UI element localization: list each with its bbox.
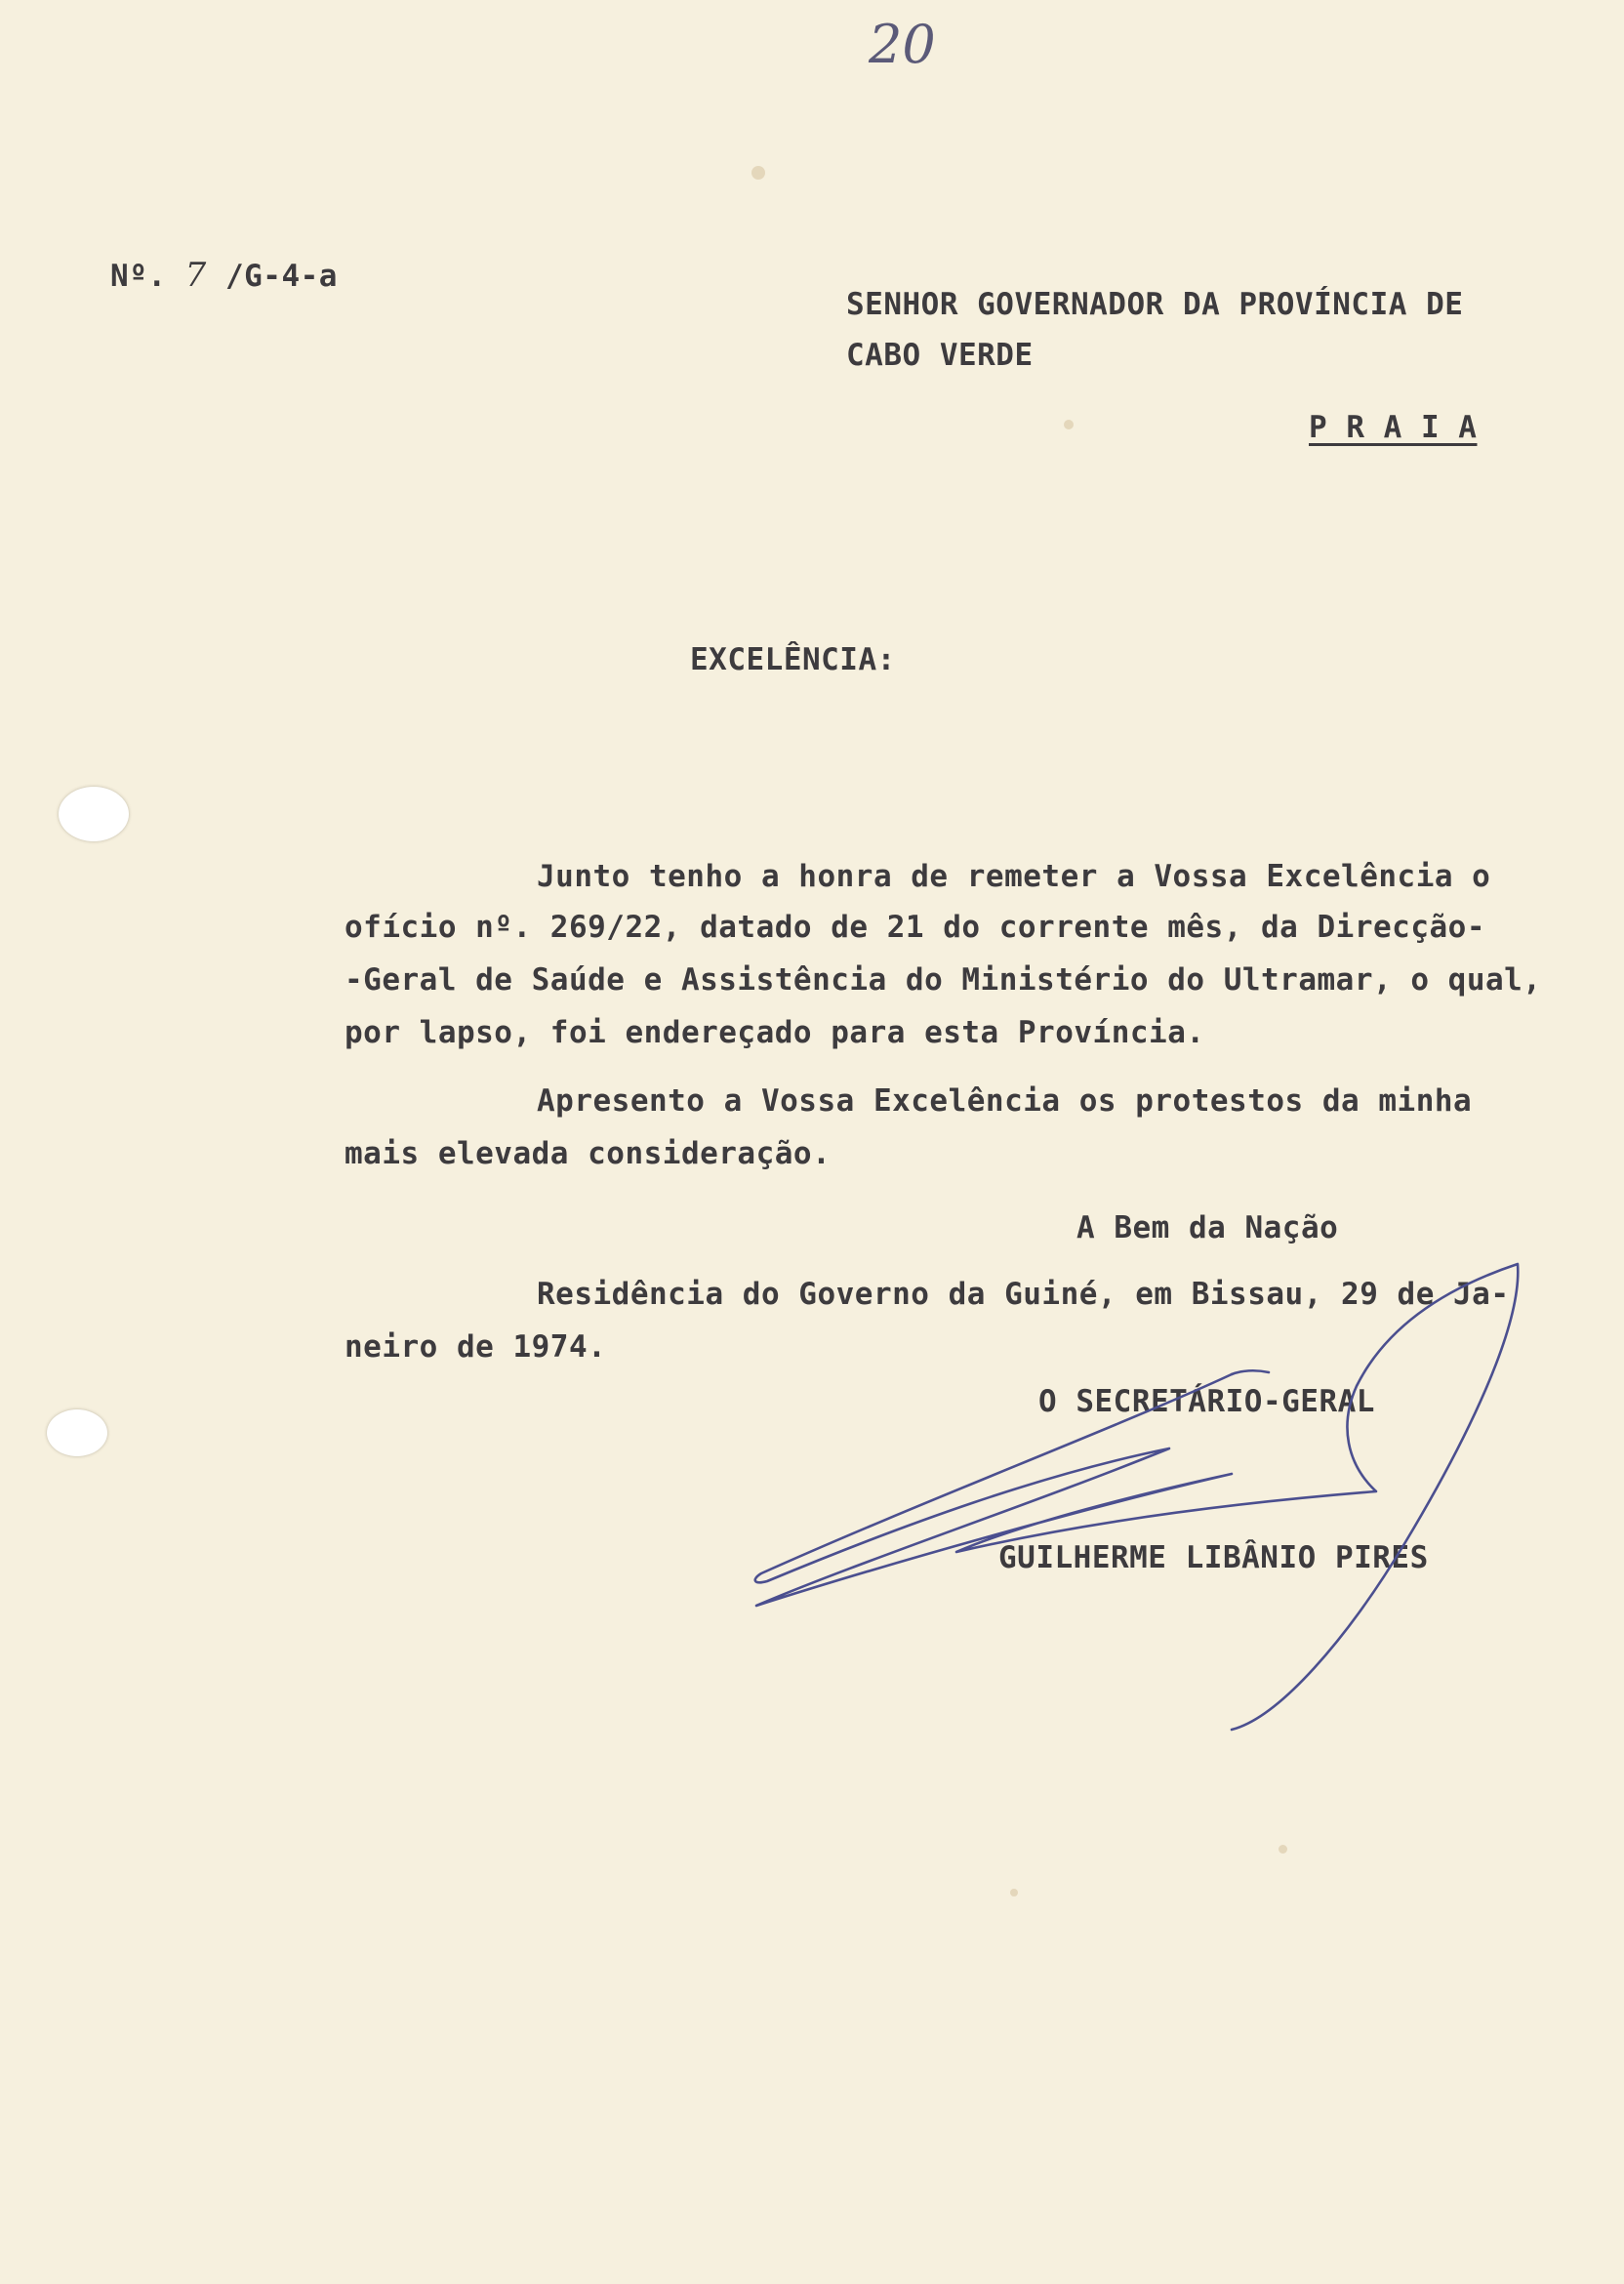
body-line: Junto tenho a honra de remeter a Vossa Excelência o [537, 859, 1491, 894]
closing-formula: A Bem da Nação [1076, 1210, 1339, 1245]
body-line: por lapso, foi endereçado para esta Província. [345, 1015, 1205, 1050]
punch-hole [47, 1409, 107, 1456]
recipient-line-1: SENHOR GOVERNADOR DA PROVÍNCIA DE [846, 287, 1464, 322]
paper-stain [751, 166, 765, 180]
place-date-line: Residência do Governo da Guiné, em Bissau, 29 de Ja- [537, 1277, 1510, 1312]
reference-handwritten-number: 7 [184, 256, 207, 295]
reference-code: /G-4-a [224, 259, 338, 294]
signatory-name: GUILHERME LIBÂNIO PIRES [998, 1540, 1429, 1575]
body-line: mais elevada consideração. [345, 1136, 832, 1171]
salutation: EXCELÊNCIA: [690, 642, 896, 677]
signature-stroke [1232, 1370, 1269, 1374]
place-date-line: neiro de 1974. [345, 1329, 607, 1365]
punch-hole [59, 787, 129, 841]
handwritten-page-number: 20 [869, 14, 936, 75]
paper-stain [1064, 420, 1074, 429]
paper-stain [1010, 1889, 1018, 1897]
signatory-title: O SECRETÁRIO-GERAL [1038, 1384, 1375, 1419]
reference-number [110, 256, 338, 295]
paper-stain [1279, 1845, 1287, 1854]
reference-prefix: Nº. [110, 259, 167, 294]
body-line: Apresento a Vossa Excelência os protestos da minha [537, 1083, 1473, 1119]
recipient-city: P R A I A [1309, 410, 1478, 445]
body-line: -Geral de Saúde e Assistência do Ministério do Ultramar, o qual, [345, 962, 1542, 998]
body-line: ofício nº. 269/22, datado de 21 do corrente mês, da Direcção- [345, 910, 1485, 945]
recipient-line-2: CABO VERDE [846, 338, 1034, 373]
signature-stroke [755, 1264, 1519, 1730]
